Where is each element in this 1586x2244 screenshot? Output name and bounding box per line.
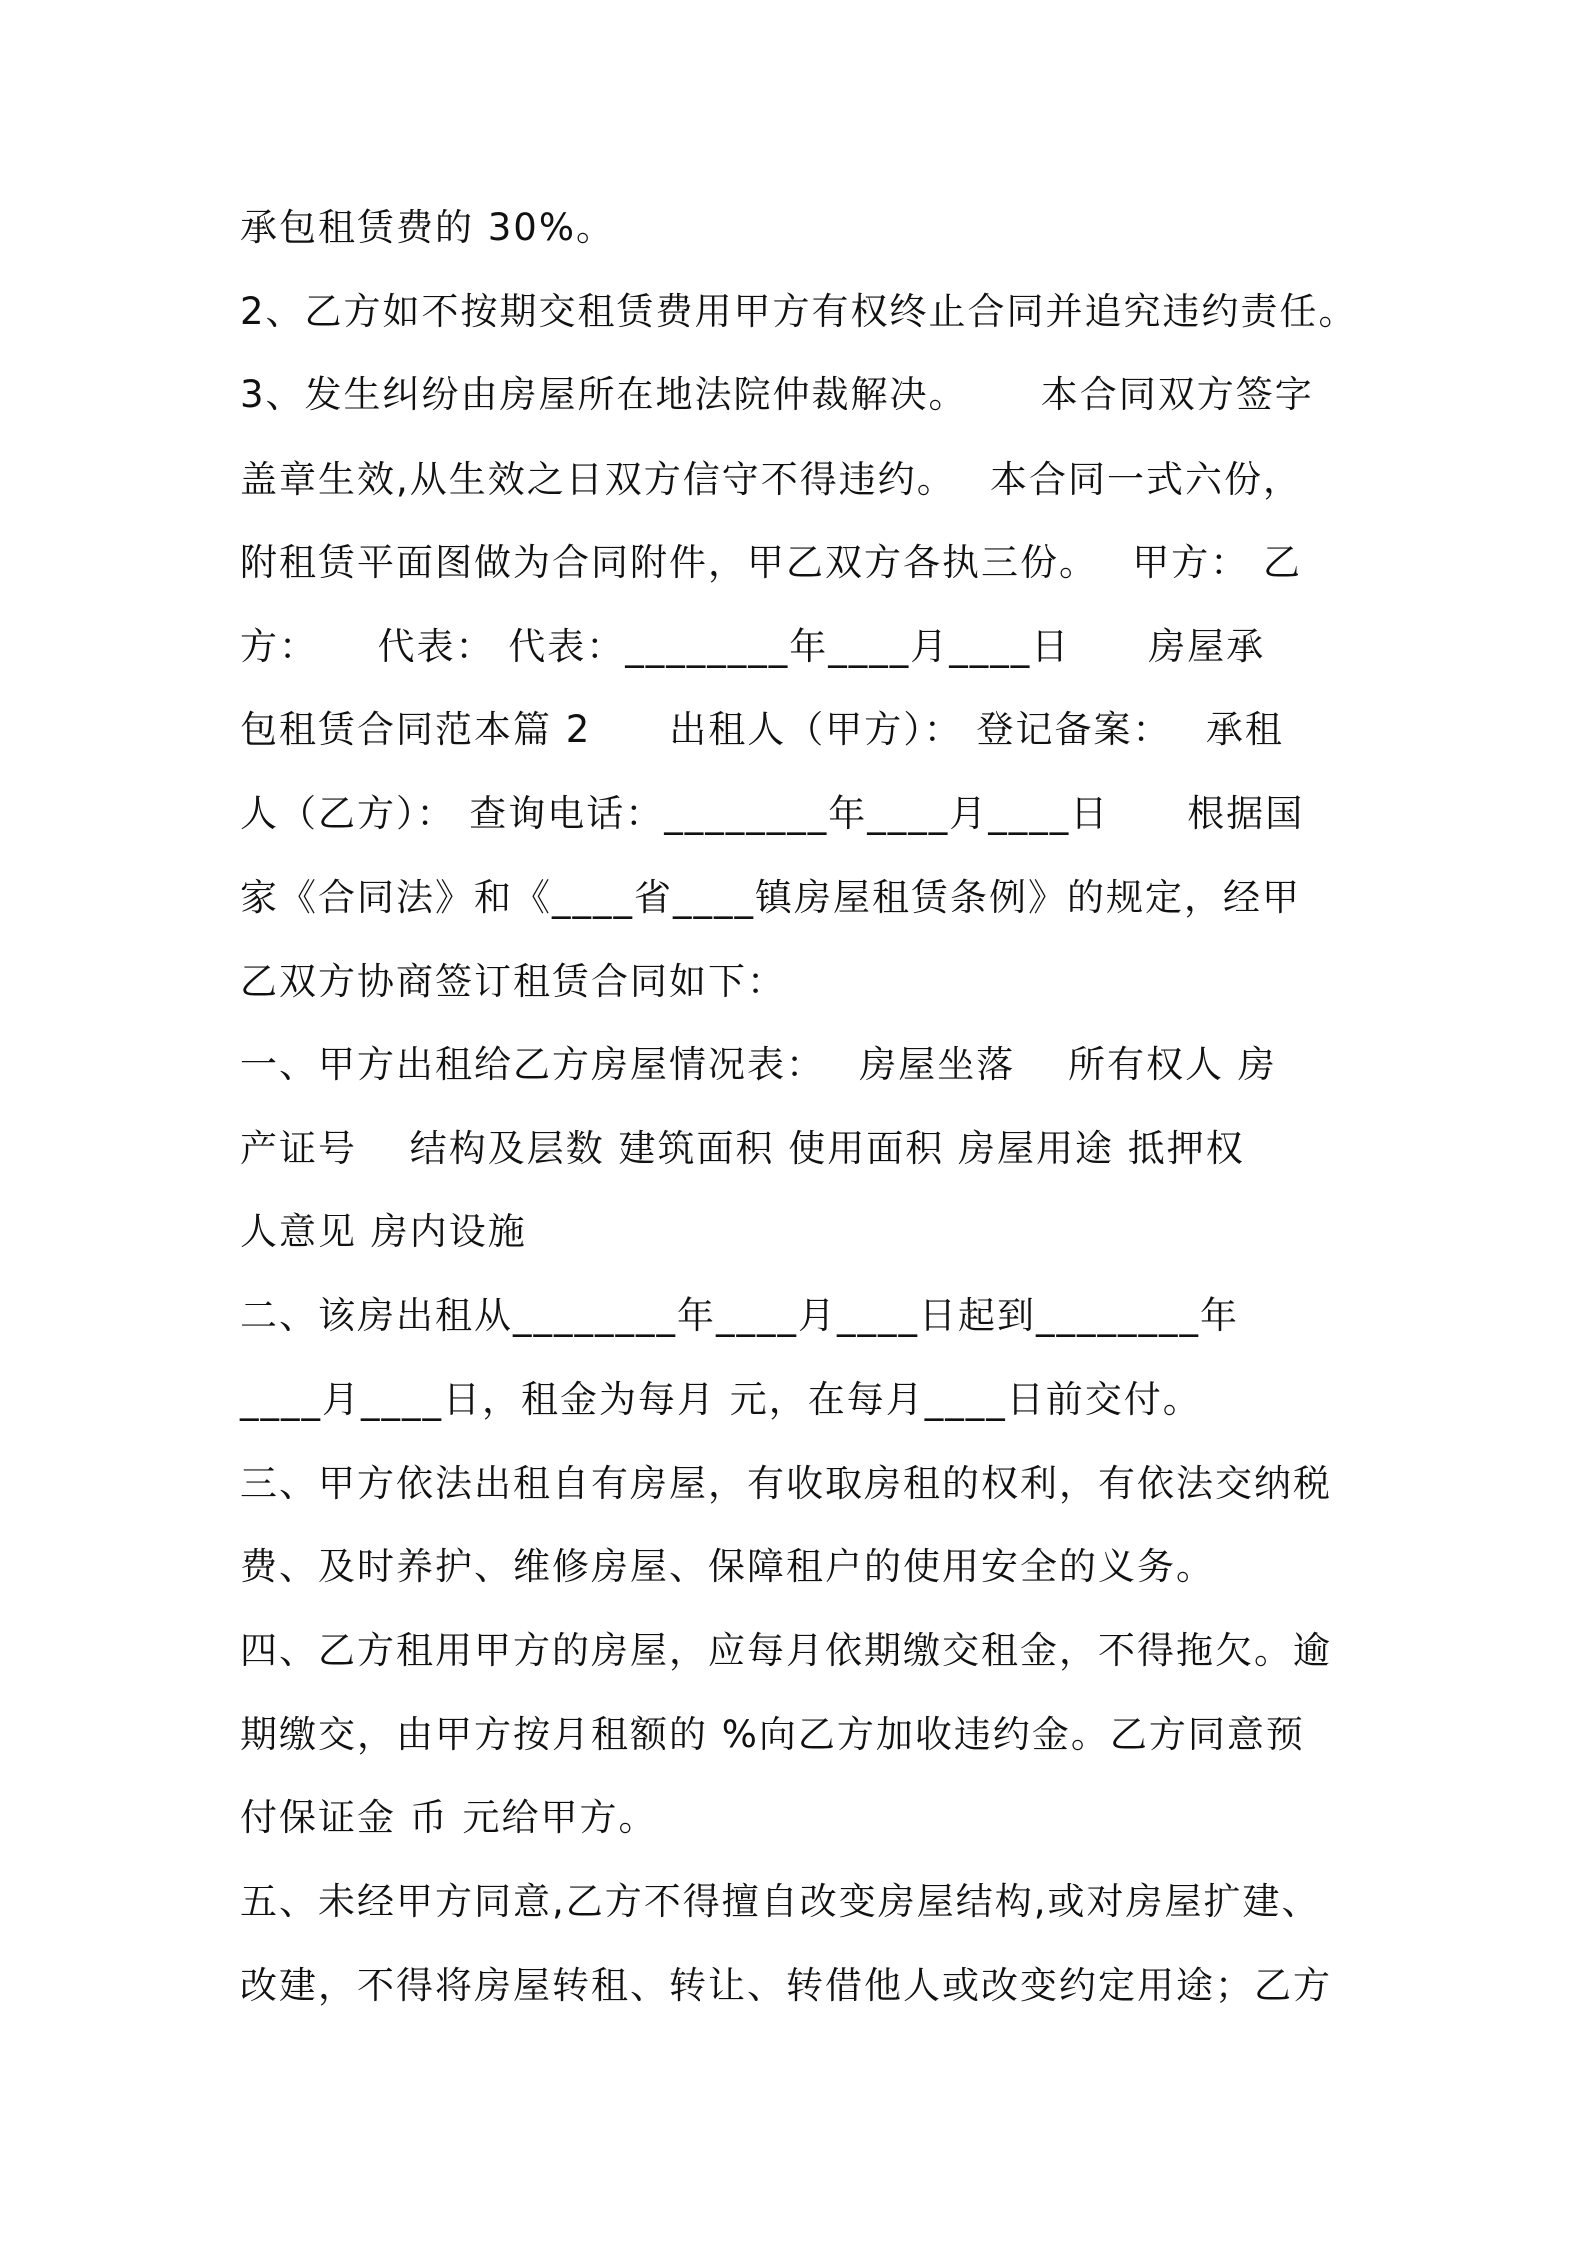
text-line: 四、乙方租用甲方的房屋，应每月依期缴交租金，不得拖欠。逾 xyxy=(240,1629,1332,1672)
text-line: 五、未经甲方同意,乙方不得擅自改变房屋结构,或对房屋扩建、 xyxy=(240,1880,1321,1923)
text-line: 付保证金 币 元给甲方。 xyxy=(240,1796,658,1839)
text-line: 承包租赁费的 30%。 xyxy=(240,206,615,249)
text-line: 一、甲方出租给乙方房屋情况表： 房屋坐落 所有权人 房 xyxy=(240,1043,1277,1086)
text-line: 附租赁平面图做为合同附件，甲乙双方各执三份。 甲方： 乙 xyxy=(240,541,1303,584)
text-line: 家《合同法》和《____省____镇房屋租赁条例》的规定，经甲 xyxy=(240,876,1301,919)
text-line: 期缴交，由甲方按月租额的 %向乙方加收违约金。乙方同意预 xyxy=(240,1713,1305,1756)
text-line: 人（乙方）： 查询电话：________年____月____日 根据国 xyxy=(240,792,1305,835)
text-line: 费、及时养护、维修房屋、保障租户的使用安全的义务。 xyxy=(240,1545,1215,1588)
text-line: 乙双方协商签订租赁合同如下： xyxy=(240,960,786,1003)
text-line: 包租赁合同范本篇 2 出租人（甲方）： 登记备案： 承租 xyxy=(240,708,1284,751)
text-line: ____月____日，租金为每月 元，在每月____日前交付。 xyxy=(240,1378,1202,1421)
text-line: 2、乙方如不按期交租赁费用甲方有权终止合同并追究违约责任。 xyxy=(240,290,1358,333)
text-line: 二、该房出租从________年____月____日起到________年 xyxy=(240,1294,1239,1337)
text-line: 3、发生纠纷由房屋所在地法院仲裁解决。 本合同双方签字 xyxy=(240,373,1314,416)
text-line: 三、甲方依法出租自有房屋，有收取房租的权利，有依法交纳税 xyxy=(240,1462,1332,1505)
text-line: 产证号 结构及层数 建筑面积 使用面积 房屋用途 抵押权 xyxy=(240,1127,1245,1170)
text-line: 盖章生效,从生效之日双方信守不得违约。 本合同一式六份， xyxy=(240,458,1303,501)
text-line: 改建，不得将房屋转租、转让、转借他人或改变约定用途；乙方 xyxy=(240,1964,1332,2007)
text-line: 方： 代表： 代表：________年____月____日 房屋承 xyxy=(240,625,1266,668)
text-line: 人意见 房内设施 xyxy=(240,1210,527,1253)
